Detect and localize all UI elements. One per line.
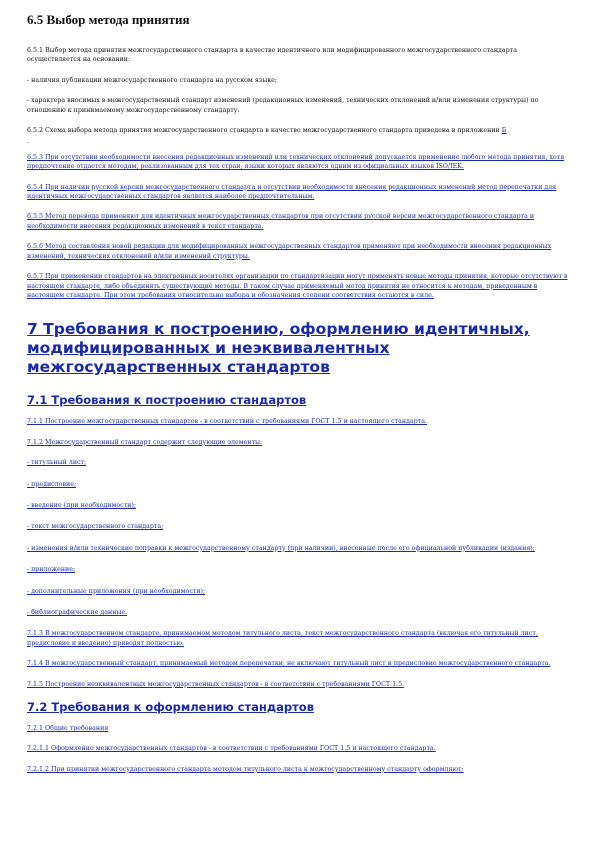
paragraph-6-5-7[interactable]: 6.5.7 При применении стандартов на электронных носителях организации по стандартизации могут применять новые методы принятия, которые отсутствуют в настоящем стандарте, либо объединять существующие методы. В таком случае применяемый метод принятия не относится к методам, приведенным в настоящем стандарте. При этом требования относительно выбора и обозначения степени соответствия остаются в силе. [27, 273, 568, 299]
paragraph-6-5-3[interactable]: 6.5.3 При отсутствии необходимости внесения редакционных изменений или технических отклонений допускается применение любого метода принятия, хотя предпочтение отдается методам, реализованным для тех стран, языки которых являются одним из официальных языков ISO/IEK. [27, 153, 565, 171]
paragraph-6-5-1: 6.5.1 Выбор метода принятия межгосударственного стандарта в качестве идентичного или модифицированного межгосударственного стандарта осуществляется на основании: [27, 47, 517, 64]
paragraph-6-5-2 [27, 126, 568, 135]
list-item-additional-appendices[interactable]: - дополнительные приложения (при необходимости); [27, 587, 206, 595]
list-item-preface[interactable]: - предисловие; [27, 480, 77, 488]
paragraph-7-1-3[interactable]: 7.1.3 В межгосударственном стандарте, принимаемом методом титульного листа, текст межгосударственного стандарта (включая его титульный лист, предисловие и введение) приводят полностью. [27, 630, 538, 647]
paragraph-7-2-1-2[interactable]: 7.2.1.2 При принятии межгосударственного стандарта методом титульного листа к межгосударственному стандарту оформляют: [27, 765, 464, 773]
paragraph-6-5-2-text: 6.5.2 Схема выбора метода принятия межгосударственного стандарта в качестве межгосударственного стандарта приведена в приложении [27, 127, 500, 135]
paragraph-7-2-1-1[interactable]: 7.2.1.1 Оформление межгосударственных стандартов - в соответствии с требованиями ГОСТ 1.5 и настоящего стандарта. [27, 745, 436, 753]
list-item-title-page[interactable]: - титульный лист; [27, 459, 87, 467]
paragraph-7-1-4[interactable]: 7.1.4 В межгосударственный стандарт, принимаемый методом перепечатки, не включают титульный лист и предисловие межгосударственного стандарта. [27, 660, 551, 668]
section-7-1-title[interactable]: 7.1 Требования к построению стандартов [27, 393, 307, 408]
paragraph-7-1-2[interactable]: 7.1.2 Межгосударственный стандарт содержит следующие элементы: [27, 438, 263, 446]
list-item-standard-text[interactable]: - текст межгосударственного стандарта; [27, 523, 164, 531]
subsection-7-2-1-title[interactable]: 7.2.1 Общие требования [27, 725, 109, 732]
paragraph-6-5-5[interactable]: 6.5.5 Метод перевода применяют для идентичных межгосударственных стандартов при отсутствии русской версии межгосударственного стандарта и необходимости внесения редакционных изменений в текст стандарта. [27, 213, 535, 230]
document-page [27, 12, 568, 785]
list-item-amendments[interactable]: - изменения и/или технические поправки к межгосударственному стандарту (при наличии), внесенные после его официальной публикации (издания); [27, 544, 535, 552]
section-6-5-title: 6.5 Выбор метода принятия [27, 12, 190, 27]
paragraph-6-5-1-b: - характера вносимых в межгосударственный стандарт изменений (редакционных изменений, технических отклонений и/или изменения структуры) по отношению к принимаемому межгосударственному стандарту. [27, 97, 539, 114]
paragraph-6-5-6[interactable]: 6.5.6 Метод составления новой редакции для модифицированных межгосударственных стандартов применяют при необходимости внесения редакционных изменений, технических отклонений и/или изменений структуры. [27, 243, 552, 260]
paragraph-7-1-5[interactable]: 7.1.5 Построение неэквивалентных межгосударственных стандартов - в соответствии с требованиями ГОСТ 1.5. [27, 680, 405, 688]
paragraph-6-5-4[interactable]: 6.5.4 При наличии русской версии межгосударственного стандарта и отсутствии необходимости внесения редакционных изменений метод перепечатки для идентичных межгосударственных стандартов является наиболее предпочтительным. [27, 183, 557, 201]
section-7-2-title[interactable]: 7.2 Требования к оформлению стандартов [27, 700, 314, 714]
list-item-bibliography[interactable]: - библиографические данные. [27, 608, 128, 616]
paragraph-6-5-2-end: . [27, 138, 30, 146]
section-7-title[interactable]: 7 Требования к построению, оформлению идентичных, модифицированных и неэквивалентных межгосударственных стандартов [27, 320, 530, 377]
list-item-appendix[interactable]: - приложение; [27, 566, 76, 574]
paragraph-6-5-1-a: - наличия публикации межгосударственного стандарта на русском языке; [27, 76, 278, 84]
list-item-introduction[interactable]: - введение (при необходимости); [27, 501, 136, 509]
appendix-b-link[interactable]: Б [501, 127, 507, 135]
paragraph-7-1-1[interactable]: 7.1.1 Построение межгосударственных стандартов - в соответствии с требованиями ГОСТ 1.5 и настоящего стандарта. [27, 418, 427, 426]
